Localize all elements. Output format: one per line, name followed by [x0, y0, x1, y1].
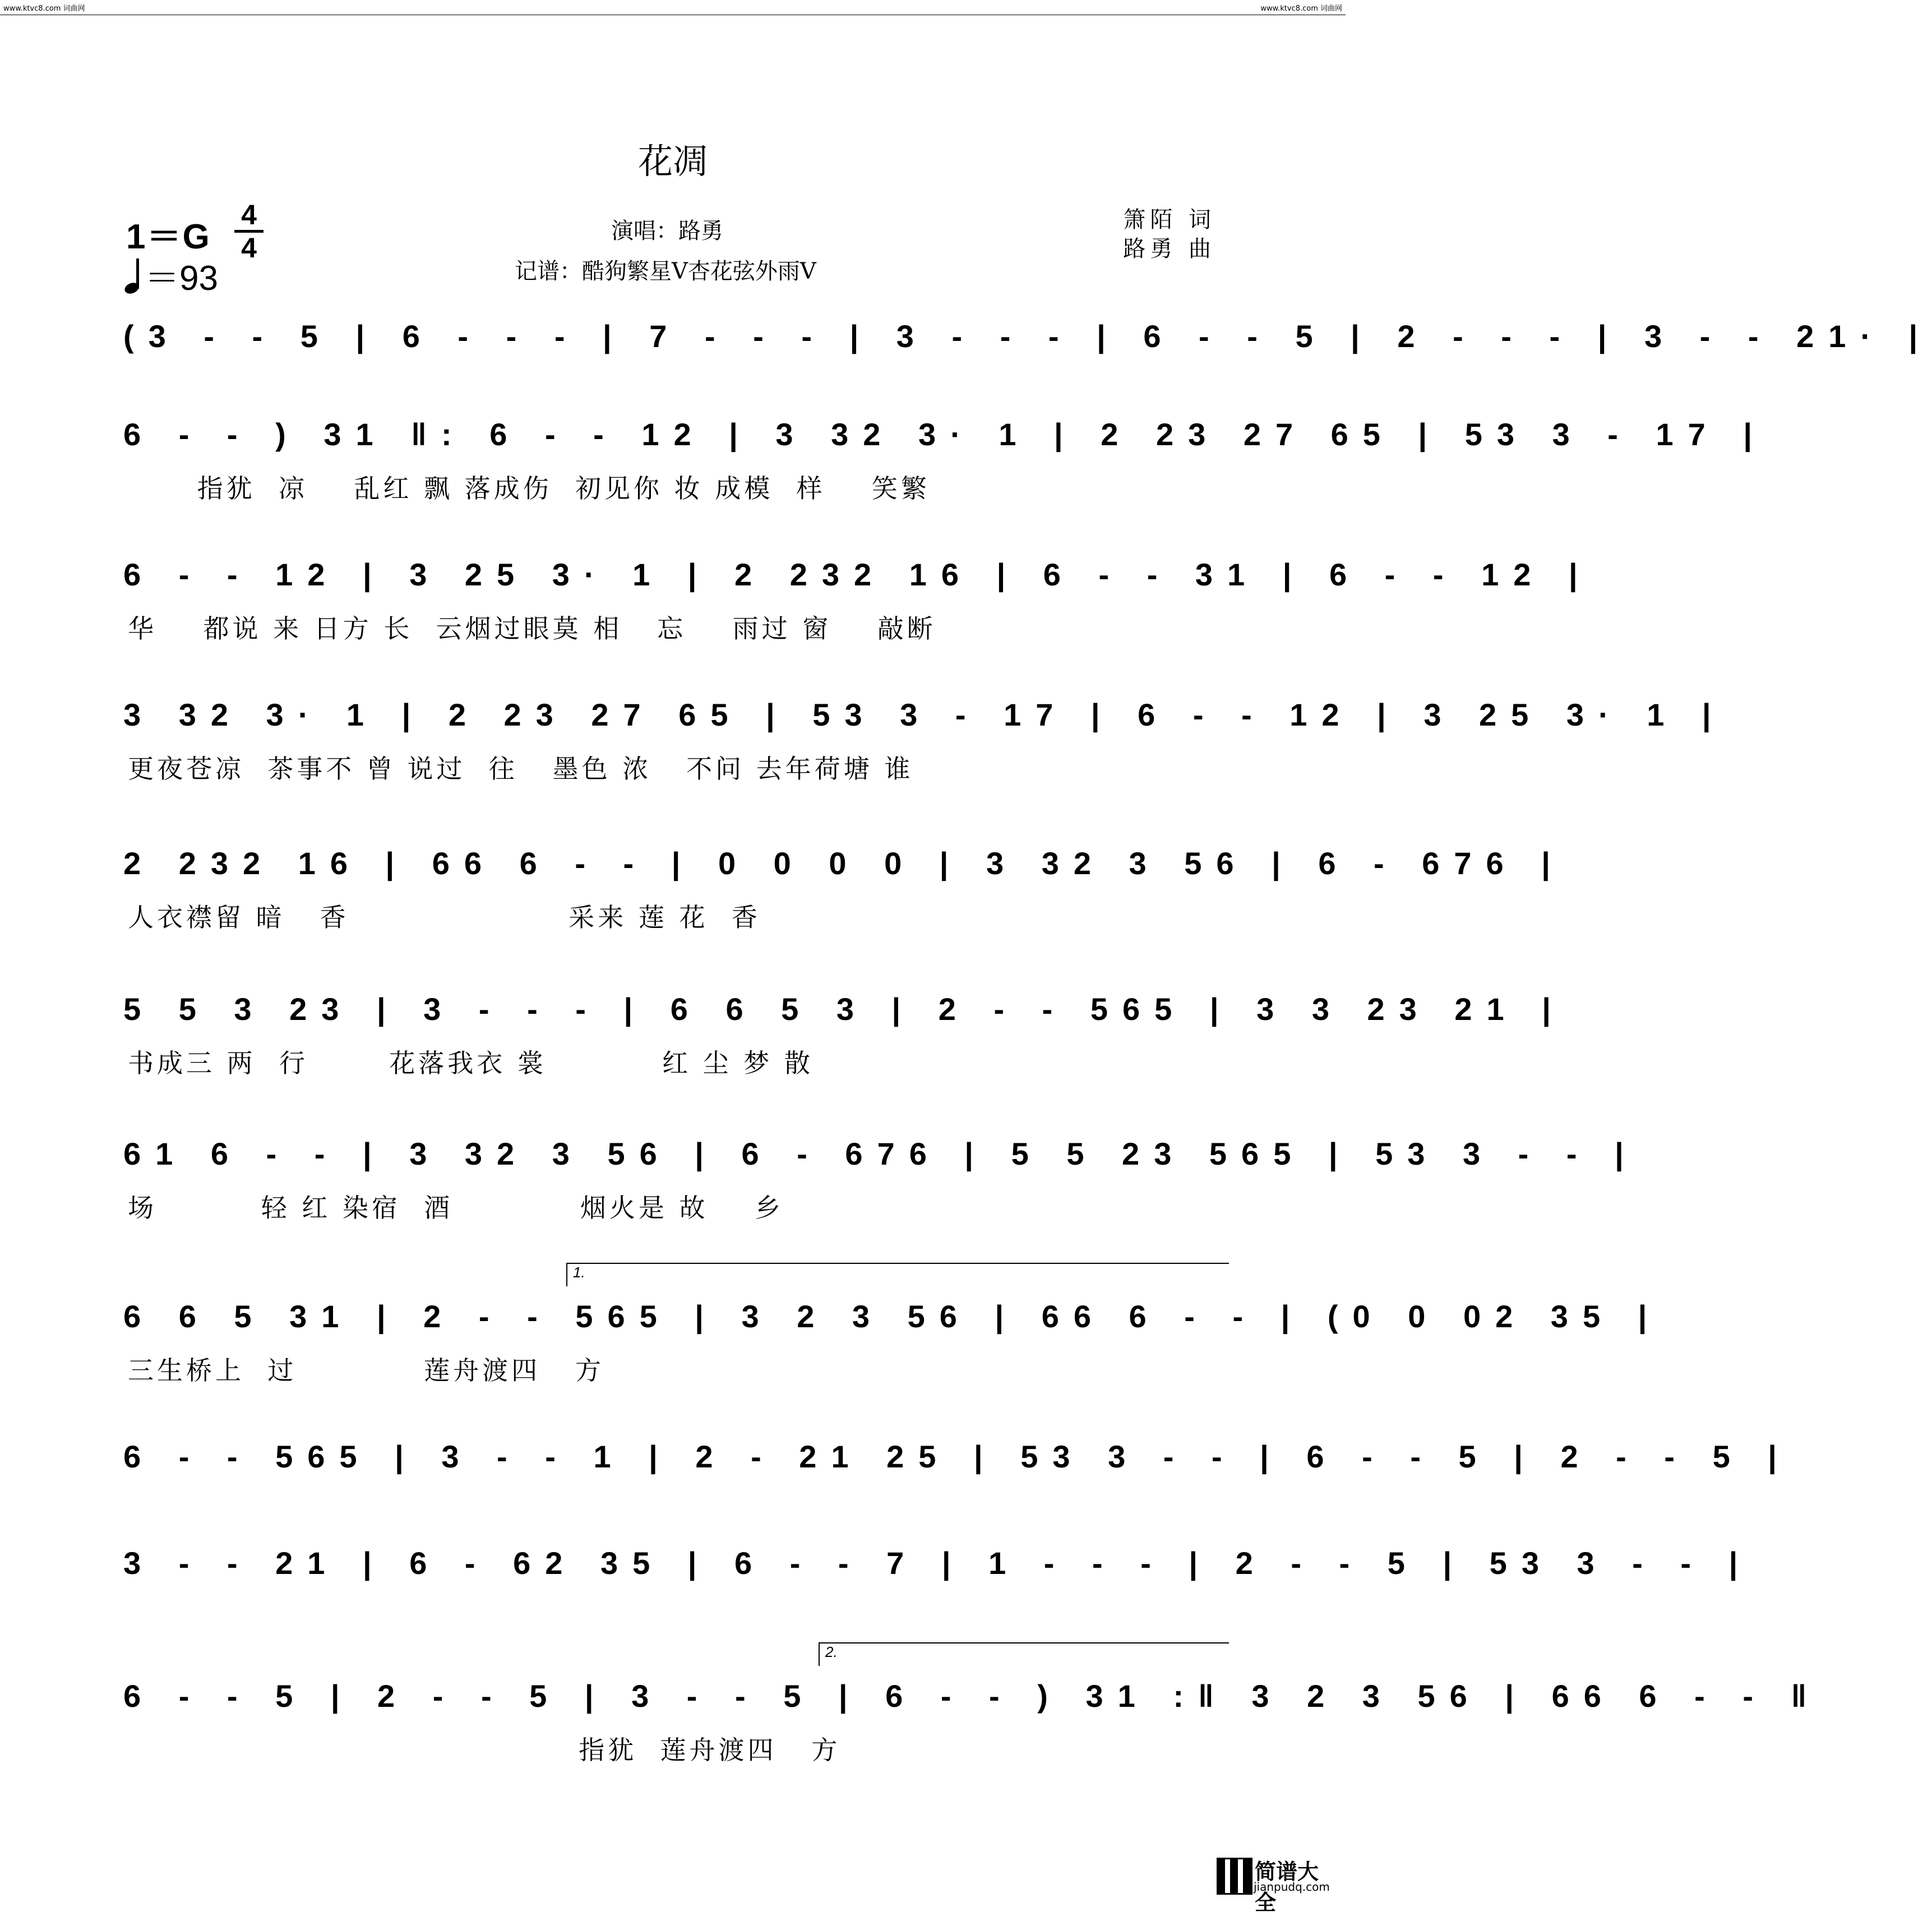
volta-second-ending: 2.	[819, 1642, 1229, 1666]
lyrics-line: 三生桥上 过 莲舟渡四 方	[128, 1355, 604, 1386]
lyrics-line: 书成三 两 行 花落我衣 裳 红 尘 梦 散	[128, 1048, 814, 1078]
logo-name: 简谱大全	[1255, 1859, 1319, 1915]
lyrics-line: 人衣襟留 暗 香 采来 莲 花 香	[128, 902, 761, 932]
lyrics-line: 华 都说 来 日方 长 云烟过眼莫 相 忘 雨过 窗 敲断	[128, 613, 936, 644]
time-signature-top: 4	[241, 199, 257, 230]
quarter-note-icon	[124, 260, 139, 293]
notes-line: (3 - - 5 | 6 - - - | 7 - - - | 3 - - - | 6 - - 5 | 2 - - - | 3 - - 21· |	[123, 318, 1932, 354]
lyrics-line: 场 轻 红 染宿 酒 烟火是 故 乡	[128, 1193, 784, 1223]
lyrics-line: 指犹 凉 乱红 飘 落成伤 初见你 妆 成模 样 笑繁	[128, 473, 930, 504]
notes-line: 6 - - 12 | 3 25 3· 1 | 2 232 16 | 6 - - 31 | 6 - - 12 |	[123, 557, 1592, 592]
lyrics-line: 指犹 莲舟渡四 方	[128, 1735, 841, 1765]
notes-line: 6 - - 565 | 3 - - 1 | 2 - 21 25 | 53 3 - - | 6 - - 5 | 2 - - 5 |	[123, 1439, 1791, 1474]
piano-keys-icon	[1217, 1858, 1252, 1895]
notes-line: 5 5 3 23 | 3 - - - | 6 6 5 3 | 2 - - 565 | 3 3 23 21 |	[123, 991, 1565, 1027]
notes-line: 2 232 16 | 66 6 - - | 0 0 0 0 | 3 32 3 56 | 6 - 676 |	[123, 846, 1565, 881]
volta-first-ending: 1.	[566, 1263, 1229, 1286]
key-signature: 1＝G	[126, 218, 211, 256]
site-watermark-right: www.ktvc8.com 词曲网	[1260, 4, 1342, 13]
notes-line: 3 32 3· 1 | 2 23 27 65 | 53 3 - 17 | 6 - - 12 | 3 25 3· 1 |	[123, 697, 1726, 732]
lyrics-line: 更夜苍凉 茶事不 曾 说过 往 墨色 浓 不问 去年荷塘 谁	[128, 754, 914, 784]
logo-url: jianpudq.com	[1254, 1880, 1330, 1894]
notes-line: 6 - - ) 31 ‖: 6 - - 12 | 3 32 3· 1 | 2 23 27 65 | 53 3 - 17 |	[123, 417, 1767, 452]
lyricist-credit: 箫陌 词	[1123, 207, 1215, 233]
notes-line: 6 6 5 31 | 2 - - 565 | 3 2 3 56 | 66 6 - - | (0 0 02 35 |	[123, 1299, 1662, 1334]
singer-credit: 演唱：路勇	[611, 218, 723, 244]
song-title: 花凋	[637, 141, 708, 182]
time-signature-bottom: 4	[241, 232, 257, 264]
jianpudq-logo	[1217, 1852, 1334, 1915]
notation-credit: 记谱：酷狗繁星V杏花弦外雨V	[515, 258, 816, 284]
time-signature	[234, 201, 264, 262]
site-watermark-left: www.ktvc8.com 词曲网	[3, 4, 85, 13]
tempo-value: ＝93	[145, 259, 218, 298]
tempo-marking	[124, 250, 218, 300]
composer-credit: 路勇 曲	[1123, 236, 1215, 262]
notes-line: 6 - - 5 | 2 - - 5 | 3 - - 5 | 6 - - ) 31 :‖ 3 2 3 56 | 66 6 - - ‖	[123, 1678, 1822, 1714]
notes-line: 3 - - 21 | 6 - 62 35 | 6 - - 7 | 1 - - - | 2 - - 5 | 53 3 - - |	[123, 1545, 1753, 1581]
notes-line: 61 6 - - | 3 32 3 56 | 6 - 676 | 5 5 23 565 | 53 3 - - |	[123, 1136, 1638, 1171]
